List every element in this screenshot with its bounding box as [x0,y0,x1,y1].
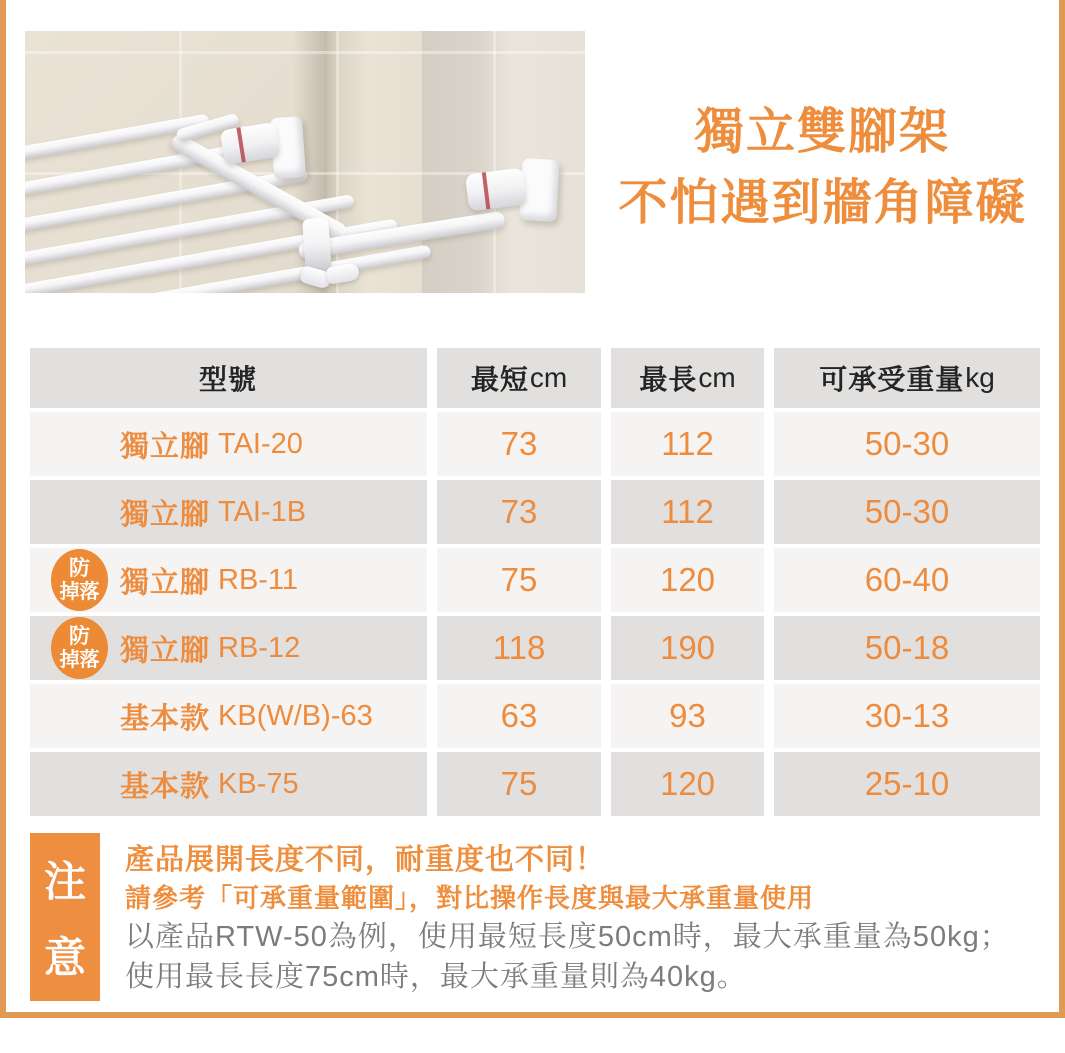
model-cell [30,412,427,476]
max-length-value: 190 [611,616,764,680]
rack-joint [302,217,332,273]
max-length-value: 93 [611,684,764,748]
product-photo [25,31,585,293]
model-cell [30,480,427,544]
model-code: RB-11 [218,563,299,596]
load-range-value: 50-18 [774,616,1040,680]
min-length-value: 75 [437,752,601,816]
load-range-value: 50-30 [774,480,1040,544]
anti-drop-badge: 防 掉落 [51,549,108,611]
caution-line-2: 請參考「可承重量範圍」，對比操作長度與最大承重量使用 [125,883,815,913]
model-code: TAI-20 [218,427,303,460]
caution-line-1: 產品展開長度不同，耐重度也不同！ [125,844,606,876]
column-header-load: 可承受重量 kg [774,348,1040,408]
model-series: 獨立腳 [120,430,211,463]
max-length-value: 112 [611,412,764,476]
anti-drop-badge: 防 掉落 [51,617,108,679]
caution-char-bottom: 意 [43,934,86,981]
min-length-value: 75 [437,548,601,612]
min-length-value: 73 [437,480,601,544]
column-header-max: 最長 cm [611,348,764,408]
load-range-value: 30-13 [774,684,1040,748]
min-length-value: 73 [437,412,601,476]
max-length-value: 120 [611,548,764,612]
model-cell [30,752,427,816]
caution-line-3: 以產品RTW-50為例，使用最短長度50cm時，最大承重量為50kg； [125,921,1010,953]
caution-label [30,833,100,1001]
model-cell [30,548,427,612]
model-cell [30,616,427,680]
model-series: 獨立腳 [120,498,211,531]
model-series: 基本款 [120,770,211,803]
max-length-value: 112 [611,480,764,544]
min-length-value: 63 [437,684,601,748]
caution-line-4: 使用最長長度75cm時，最大承重量則為40kg。 [125,961,747,993]
model-code: RB-12 [218,631,301,664]
spec-table [30,348,1040,816]
load-range-value: 60-40 [774,548,1040,612]
max-length-value: 120 [611,752,764,816]
hero-title-line2: 不怕遇到牆角障礙 [618,176,1027,230]
model-series: 基本款 [120,702,211,735]
model-series: 獨立腳 [120,566,211,599]
model-code: KB-75 [218,767,299,800]
model-code: KB(W/B)-63 [218,699,373,732]
caution-char-top: 注 [43,858,86,905]
caution-text [125,842,1045,997]
min-length-value: 118 [437,616,601,680]
load-range-value: 25-10 [774,752,1040,816]
wall-mount-plate-right [519,158,559,222]
column-header-min: 最短 cm [437,348,601,408]
load-range-value: 50-30 [774,412,1040,476]
model-code: TAI-1B [218,495,307,528]
column-header-model: 型號 [30,348,427,408]
hero-title [600,97,1045,239]
model-series: 獨立腳 [120,634,211,667]
tension-lock-right [465,168,527,212]
hero-title-line1: 獨立雙腳架 [694,105,950,159]
model-cell [30,684,427,748]
